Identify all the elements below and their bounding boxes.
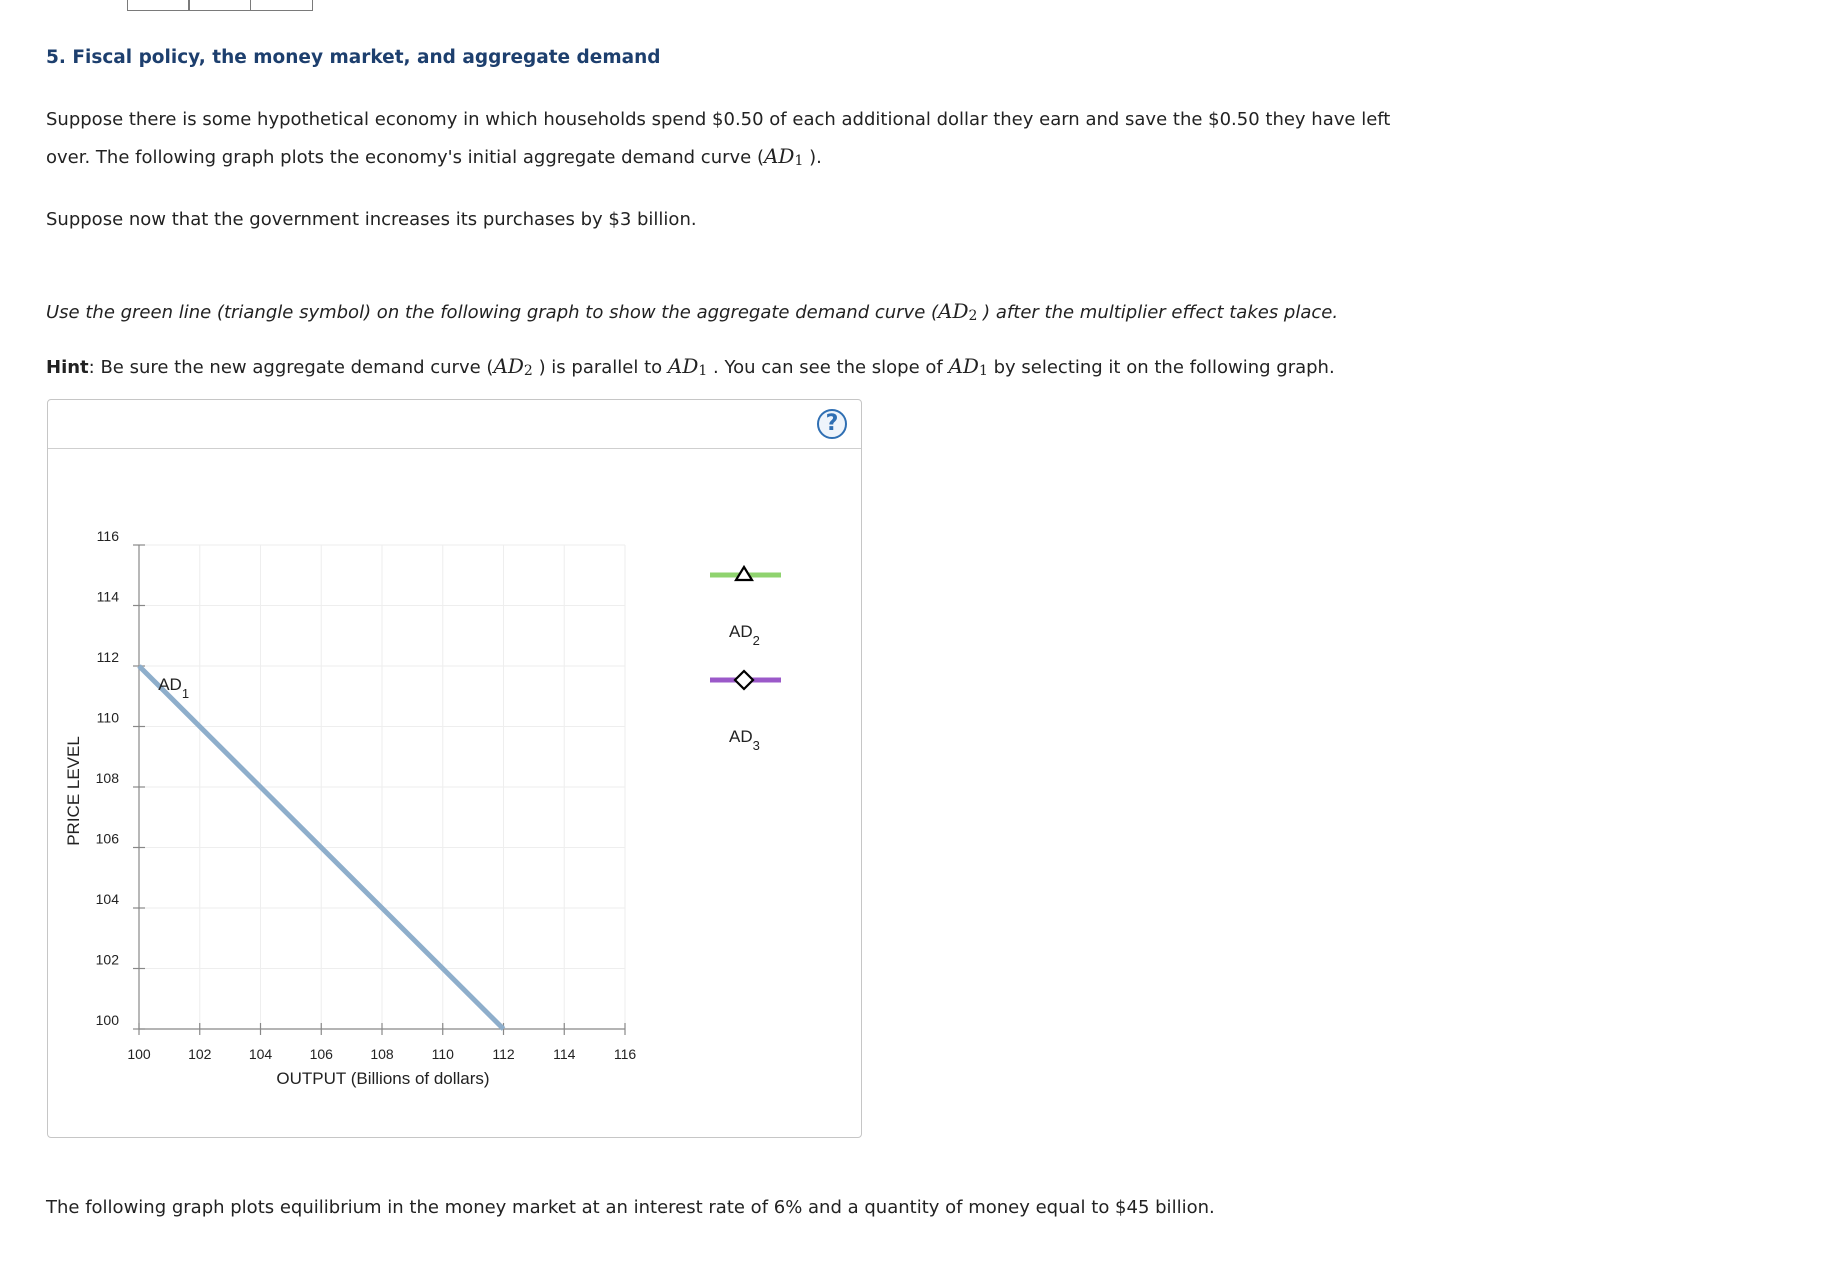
y-tick-label: 102 xyxy=(95,951,119,968)
question-mark-icon[interactable]: ? xyxy=(817,409,847,439)
y-tick-label: 114 xyxy=(96,588,119,605)
x-tick-label: 110 xyxy=(431,1046,454,1062)
x-tick-label: 100 xyxy=(127,1046,151,1062)
ad2-symbol: $AD_2$ xyxy=(938,299,978,324)
section-title: 5. Fiscal policy, the money market, and aggregate demand xyxy=(46,47,661,68)
ad-graph[interactable] xyxy=(48,400,861,1137)
x-tick-label: 116 xyxy=(613,1046,637,1062)
x-tick-label: 106 xyxy=(309,1046,333,1062)
ad1-curve-label: $AD_1$ xyxy=(158,675,190,702)
x-tick-label: 108 xyxy=(370,1046,394,1062)
answer-box[interactable] xyxy=(127,0,190,11)
y-tick-label: 108 xyxy=(95,770,119,786)
y-tick-label: 110 xyxy=(96,709,119,726)
graph-panel xyxy=(47,399,862,1138)
hint-paragraph: Hint: Be sure the new aggregate demand curve ($AD_2$ ) is parallel to $AD_1$ . You can see the slope of $AD_1$ by selecting it on the following graph. xyxy=(46,354,1335,379)
ad1-symbol: $AD_1$ xyxy=(763,144,804,169)
footer-paragraph: The following graph plots equilibrium in the money market at an interest rate of 6% and a quantity of money equal to $45 billion. xyxy=(46,1197,1215,1218)
intro-text: Suppose there is some hypothetical economy in which households spend $0.50 of each additional dollar they earn and save the $0.50 they have left xyxy=(46,109,1391,130)
x-tick-label: 104 xyxy=(248,1046,273,1062)
y-tick-label: 116 xyxy=(96,528,119,544)
diamond-icon[interactable] xyxy=(735,671,753,689)
y-tick-label: 112 xyxy=(96,649,119,665)
y-tick-label: 100 xyxy=(95,1012,119,1028)
intro-paragraph: Suppose there is some hypothetical economy in which households spend $0.50 of each additional dollar they earn and save the $0.50 they have left over. The following graph plots the economy's initial aggregate demand curve ($AD_1$ ). xyxy=(46,109,1391,169)
answer-box[interactable] xyxy=(188,0,251,11)
x-tick-label: 112 xyxy=(492,1046,515,1062)
palette-label-2: $AD_2$ xyxy=(729,622,760,648)
palette-label-3: $AD_3$ xyxy=(729,727,760,753)
x-tick-label: 102 xyxy=(188,1046,212,1062)
hint-label: Hint xyxy=(46,357,89,378)
intro-text-2: over. The following graph plots the economy's initial aggregate demand curve ( xyxy=(46,147,764,168)
scenario-paragraph: Suppose now that the government increases its purchases by $3 billion. xyxy=(46,209,697,230)
answer-boxes xyxy=(128,0,313,11)
y-tick-label: 104 xyxy=(95,891,119,907)
x-tick-label: 114 xyxy=(553,1046,576,1062)
instruction-paragraph: Use the green line (triangle symbol) on the following graph to show the aggregate demand curve ($AD_2$ ) after the multiplier effect takes place. xyxy=(46,299,1339,324)
answer-box[interactable] xyxy=(250,0,313,11)
y-tick-label: 106 xyxy=(95,830,119,847)
x-axis-title: OUTPUT (Billions of dollars) xyxy=(276,1069,490,1088)
y-axis-title: PRICE LEVEL xyxy=(64,736,83,846)
